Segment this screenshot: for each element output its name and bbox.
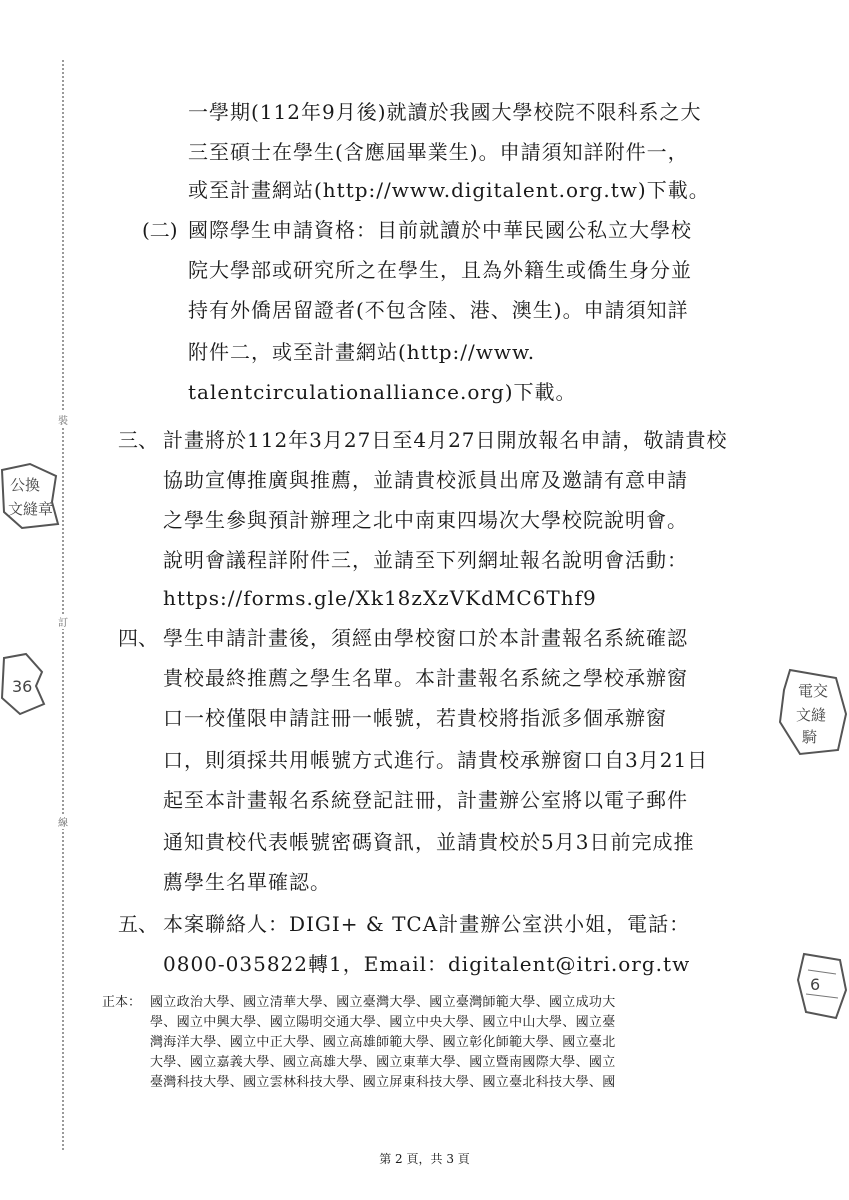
seal-stamp-left-top xyxy=(0,462,60,532)
item-4-line-7: 薦學生名單確認。 xyxy=(163,870,331,894)
recipients-line-5: 臺灣科技大學、國立雲林科技大學、國立屏東科技大學、國立臺北科技大學、國 xyxy=(150,1075,616,1090)
item-4-line-6: 通知貴校代表帳號密碼資訊，並請貴校於5月3日前完成推 xyxy=(163,830,695,854)
binding-line xyxy=(62,60,64,1150)
item-3-line-2: 協助宣傳推廣與推薦，並請貴校派員出席及邀請有意申請 xyxy=(163,468,688,492)
item-5-marker: 五、 xyxy=(118,912,158,936)
item-3-line-4: 說明會議程詳附件三，並請至下列網址報名說明會活動： xyxy=(163,548,688,572)
svg-text:騎: 騎 xyxy=(802,728,818,746)
svg-text:公換: 公換 xyxy=(10,476,41,494)
item-4-line-3: 口一校僅限申請註冊一帳號，若貴校將指派多個承辦窗 xyxy=(163,706,667,730)
svg-text:文縫: 文縫 xyxy=(796,706,827,724)
item-3-marker: 三、 xyxy=(118,428,158,452)
seal-stamp-left-mid xyxy=(0,652,46,716)
svg-text:36: 36 xyxy=(12,677,33,696)
paragraph-1-line-3: 或至計畫網站(http://www.digitalent.org.tw)下載。 xyxy=(188,178,710,202)
recipients-line-3: 灣海洋大學、國立中正大學、國立高雄師範大學、國立彰化師範大學、國立臺北 xyxy=(150,1035,616,1050)
seal-stamp-right-bottom xyxy=(796,950,849,1022)
svg-text:電交: 電交 xyxy=(798,682,829,700)
recipients-line-2: 學、國立中興大學、國立陽明交通大學、國立中央大學、國立中山大學、國立臺 xyxy=(150,1015,616,1030)
item-5-line-2: 0800-035822轉1，Email：digitalent@itri.org.tw xyxy=(163,952,691,976)
item-3-line-1: 計畫將於112年3月27日至4月27日開放報名申請，敬請貴校 xyxy=(163,428,728,452)
item-2-line-4: 附件二，或至計畫網站(http://www. xyxy=(188,340,536,364)
item-5-line-1: 本案聯絡人：DIGI+ & TCA計畫辦公室洪小姐，電話： xyxy=(163,912,691,936)
item-2-line-2: 院大學部或研究所之在學生，且為外籍生或僑生身分並 xyxy=(188,258,692,282)
binding-mark-mid: 訂 xyxy=(58,614,68,629)
binding-mark-bottom: 線 xyxy=(58,814,68,829)
item-4-line-4: 口，則須採共用帳號方式進行。請貴校承辦窗口自3月21日 xyxy=(163,748,709,772)
svg-text:6: 6 xyxy=(810,975,821,994)
item-2-line-5: talentcirculationalliance.org)下載。 xyxy=(188,380,577,404)
page-number-footer: 第 2 頁，共 3 頁 xyxy=(379,1152,470,1166)
item-4-line-5: 起至本計畫報名系統登記註冊，計畫辦公室將以電子郵件 xyxy=(163,788,688,812)
recipients-line-4: 大學、國立嘉義大學、國立高雄大學、國立東華大學、國立暨南國際大學、國立 xyxy=(150,1055,616,1070)
item-2-line-3: 持有外僑居留證者(不包含陸、港、澳生)。申請須知詳 xyxy=(188,298,689,322)
recipients-label: 正本： xyxy=(102,995,142,1010)
paragraph-1-line-1: 一學期(112年9月後)就讀於我國大學校院不限科系之大 xyxy=(188,100,702,124)
item-2-marker: (二) xyxy=(142,218,178,242)
item-3-line-3: 之學生參與預計辦理之北中南東四場次大學校院說明會。 xyxy=(163,508,688,532)
svg-text:文縫章: 文縫章 xyxy=(8,500,54,518)
item-4-marker: 四、 xyxy=(118,626,158,650)
paragraph-1-line-2: 三至碩士在學生(含應屆畢業生)。申請須知詳附件一， xyxy=(188,140,689,164)
seal-stamp-right-mid xyxy=(776,666,849,756)
item-4-line-1: 學生申請計畫後，須經由學校窗口於本計畫報名系統確認 xyxy=(163,626,688,650)
item-2-line-1: 國際學生申請資格：目前就讀於中華民國公私立大學校 xyxy=(188,218,692,242)
item-4-line-2: 貴校最終推薦之學生名單。本計畫報名系統之學校承辦窗 xyxy=(163,666,688,690)
binding-mark-top: 裝 xyxy=(58,412,68,427)
item-3-url: https://forms.gle/Xk18zXzVKdMC6Thf9 xyxy=(163,586,597,610)
recipients-line-1: 國立政治大學、國立清華大學、國立臺灣大學、國立臺灣師範大學、國立成功大 xyxy=(150,995,616,1010)
